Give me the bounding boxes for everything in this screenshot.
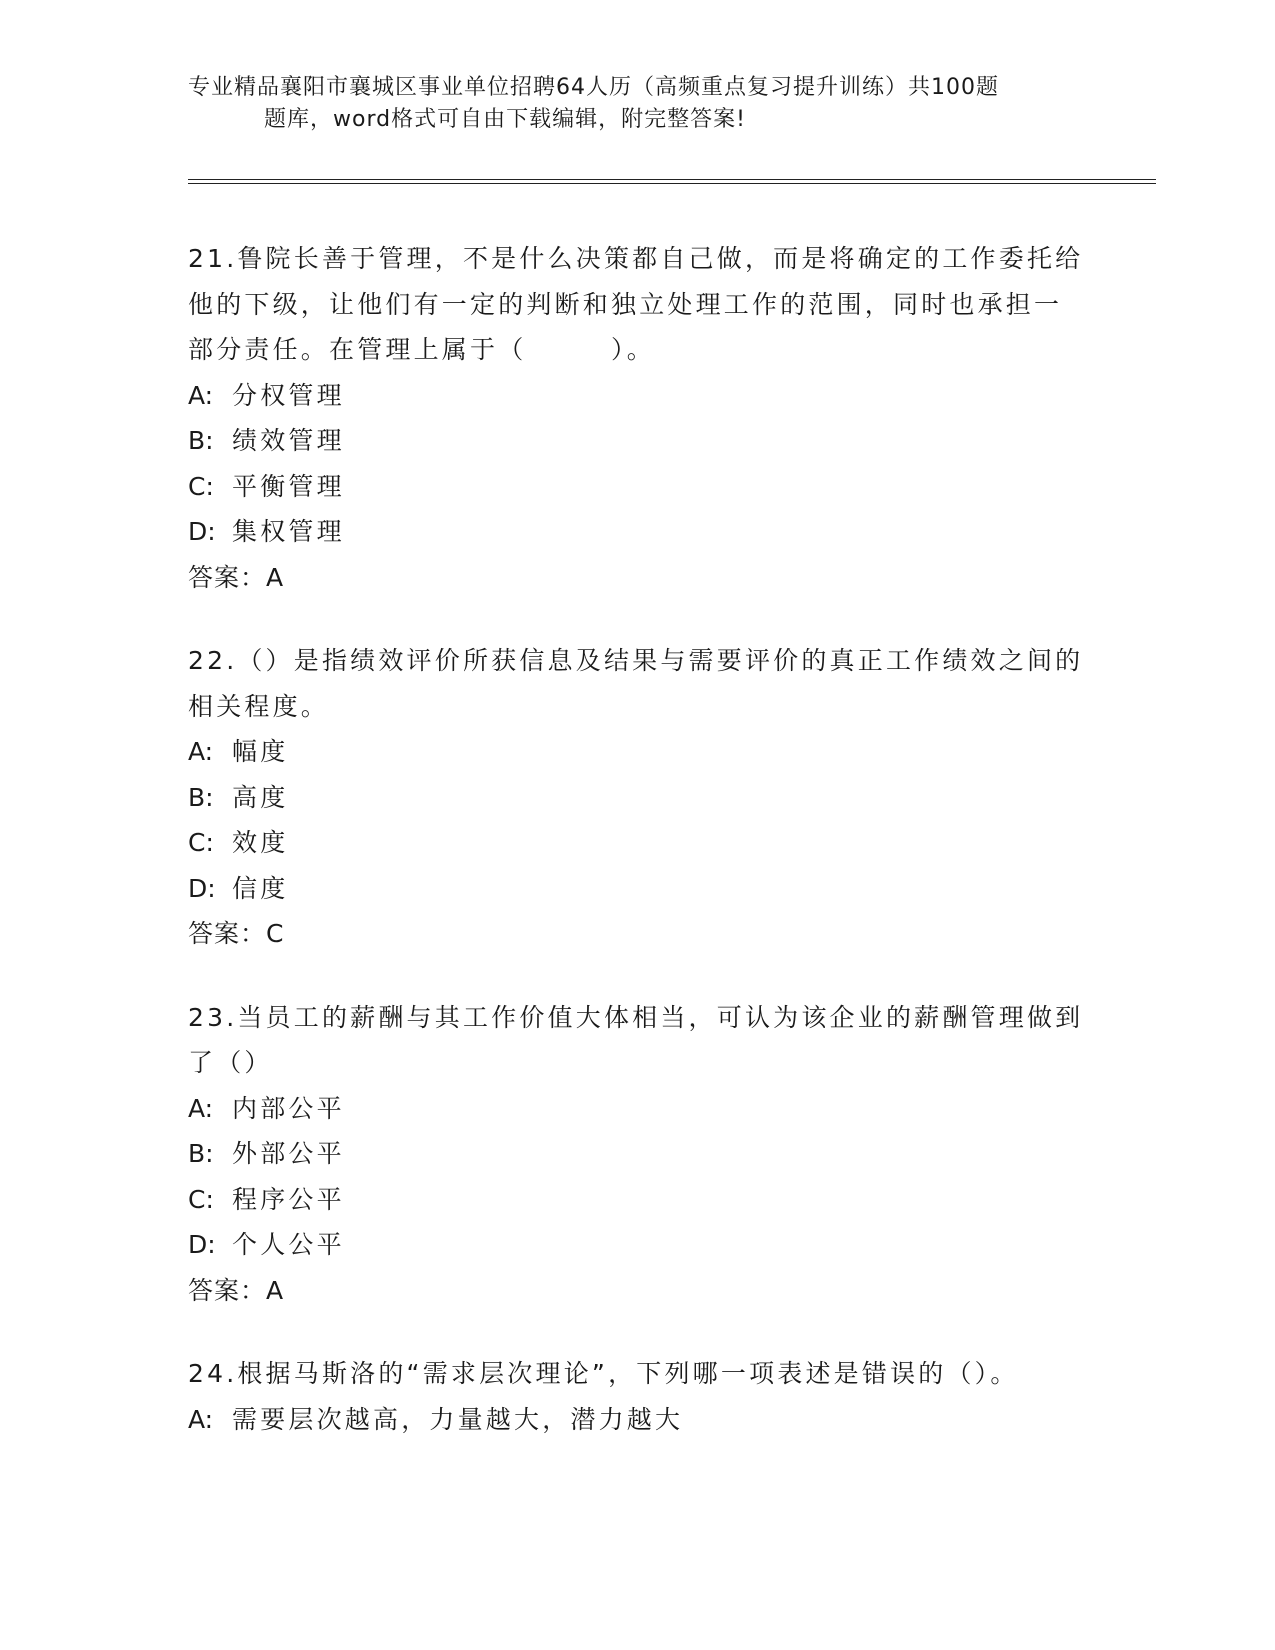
option-text: 分权管理 bbox=[232, 380, 345, 410]
answer-line: 答案：A bbox=[188, 562, 285, 592]
option-text: 集权管理 bbox=[232, 517, 345, 546]
option-a bbox=[188, 1086, 1088, 1132]
answer-line: 答案：C bbox=[188, 919, 285, 948]
option-key: B: bbox=[188, 426, 214, 455]
header-divider-top bbox=[188, 179, 1156, 180]
option-key: D: bbox=[188, 517, 216, 546]
option-key: D: bbox=[188, 1230, 216, 1259]
option-d bbox=[188, 509, 1088, 555]
option-key: C: bbox=[188, 471, 214, 501]
answer-line: 答案：A bbox=[188, 1275, 285, 1305]
option-text: 高度 bbox=[232, 782, 289, 812]
option-text: 绩效管理 bbox=[232, 426, 345, 455]
option-d bbox=[188, 1222, 1088, 1268]
header-title-line1: 专业精品襄阳市襄城区事业单位招聘64人历（高频重点复习提升训练）共100题 bbox=[188, 75, 999, 100]
option-key: A: bbox=[188, 1093, 214, 1123]
question-24 bbox=[188, 1351, 1088, 1442]
option-d bbox=[188, 866, 1088, 912]
option-b bbox=[188, 1131, 1088, 1177]
option-key: C: bbox=[188, 1184, 214, 1214]
option-key: A: bbox=[188, 737, 214, 766]
option-text: 幅度 bbox=[232, 737, 289, 766]
question-text: 21.鲁院长善于管理，不是什么决策都自己做，而是将确定的工作委托给他的下级，让他们有一定的判断和独立处理工作的范围，同时也承担一部分责任。在管理上属于（ ）。 bbox=[188, 244, 1084, 364]
header-title-line2: 题库，word格式可自由下载编辑，附完整答案! bbox=[264, 107, 746, 132]
question-23 bbox=[188, 995, 1088, 1314]
option-text: 信度 bbox=[232, 873, 289, 903]
option-key: D: bbox=[188, 873, 216, 903]
option-c bbox=[188, 464, 1088, 510]
option-b bbox=[188, 775, 1088, 821]
option-key: B: bbox=[188, 782, 214, 812]
option-text: 个人公平 bbox=[232, 1230, 345, 1259]
option-a bbox=[188, 373, 1088, 419]
option-text: 内部公平 bbox=[232, 1093, 345, 1123]
option-b bbox=[188, 418, 1088, 464]
option-key: C: bbox=[188, 828, 214, 857]
option-text: 外部公平 bbox=[232, 1139, 345, 1168]
option-text: 程序公平 bbox=[232, 1184, 345, 1214]
option-text: 平衡管理 bbox=[232, 471, 345, 501]
question-text: 23.当员工的薪酬与其工作价值大体相当，可认为该企业的薪酬管理做到了（） bbox=[188, 1002, 1084, 1077]
question-text: 24.根据马斯洛的“需求层次理论”，下列哪一项表述是错误的（）。 bbox=[188, 1359, 1019, 1388]
option-c bbox=[188, 820, 1088, 866]
option-c bbox=[188, 1177, 1088, 1223]
question-list bbox=[188, 236, 1088, 1480]
option-a bbox=[188, 729, 1088, 775]
question-text: 22.（）是指绩效评价所获信息及结果与需要评价的真正工作绩效之间的相关程度。 bbox=[188, 646, 1084, 721]
question-22 bbox=[188, 638, 1088, 957]
option-text: 需要层次越高，力量越大，潜力越大 bbox=[232, 1404, 684, 1434]
option-a bbox=[188, 1397, 1088, 1443]
question-21 bbox=[188, 236, 1088, 600]
header-divider-bottom bbox=[188, 183, 1156, 184]
option-key: B: bbox=[188, 1139, 214, 1168]
option-text: 效度 bbox=[232, 828, 289, 857]
option-key: A: bbox=[188, 1404, 214, 1434]
option-key: A: bbox=[188, 380, 214, 410]
document-header bbox=[188, 72, 1078, 136]
